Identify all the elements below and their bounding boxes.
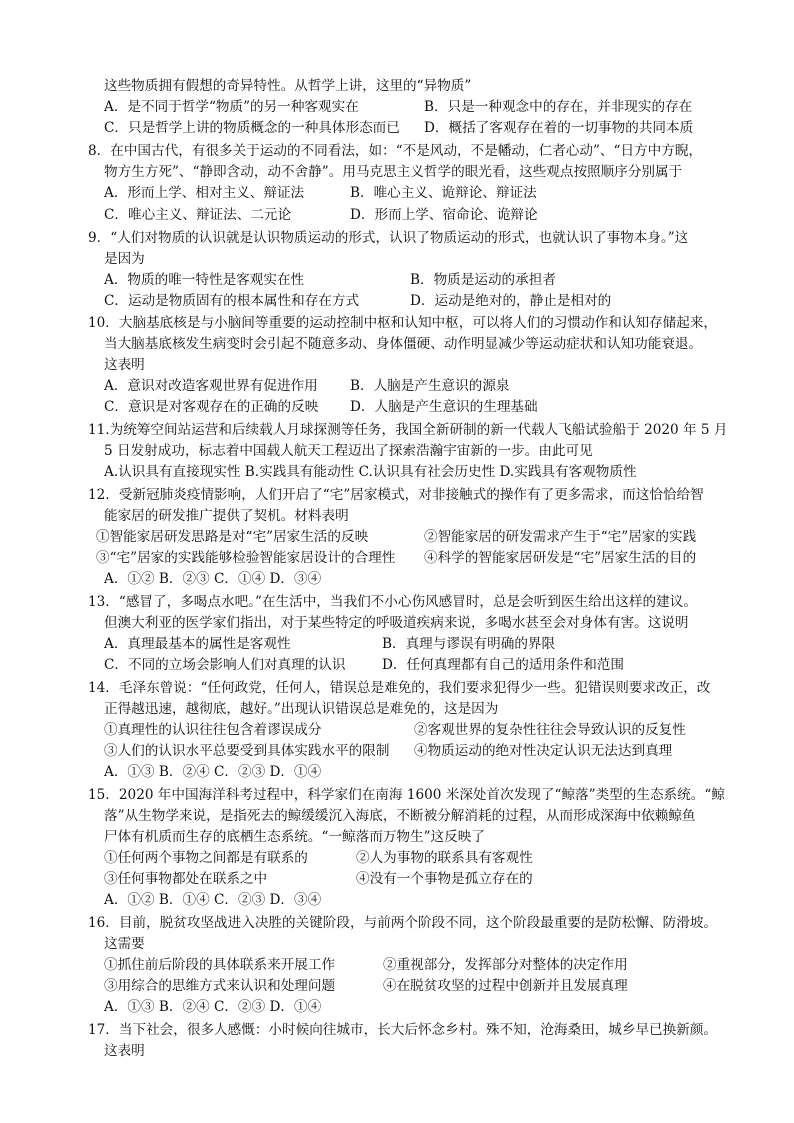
q11-stem-line1: 11.为统筹空间站运营和后续载人月球探测等任务，我国全新研制的新一代载人飞船试验船于 2020 年 5 月 xyxy=(88,422,728,438)
q9-stem-line1: 9．“人们对物质的认识就是认识物质运动的形式，认识了物质运动的形式，也就认识了事物本身。”这 xyxy=(88,230,689,246)
q8-option-d: D．形而上学、宿命论、诡辩论 xyxy=(350,207,538,223)
q16-stem-line1: 16．目前，脱贫攻坚战进入决胜的关键阶段，与前两个阶段不同，这个阶段最重要的是防松懈、防滑坡。 xyxy=(88,915,718,931)
q13-option-c: C．不同的立场会影响人们对真理的认识 xyxy=(104,657,346,673)
q10-stem-line1: 10．大脑基底核是与小脑间等重要的运动控制中枢和认知中枢，可以将人们的习惯动作和认知存储起来， xyxy=(88,315,718,331)
q13-option-d: D．任何真理都有自己的适用条件和范围 xyxy=(382,657,624,673)
q14-statement-4: ④物质运动的绝对性决定认识无法达到真理 xyxy=(414,743,673,759)
q16-statement-4: ④在脱贫攻坚的过程中创新并且发展真理 xyxy=(383,978,628,994)
q16-statement-2: ②重视部分，发挥部分对整体的决定作用 xyxy=(383,957,628,973)
q8-option-a: A．形而上学、相对主义、辩证法 xyxy=(104,185,305,201)
q12-statement-4: ④科学的智能家居研发是“宅”居家生活的目的 xyxy=(424,550,697,566)
q9-option-d: D．运动是绝对的，静止是相对的 xyxy=(410,293,612,309)
q10-option-b: B．人脑是产生意识的源泉 xyxy=(350,378,510,394)
q9-option-a: A．物质的唯一特性是客观实在性 xyxy=(104,272,305,288)
q10-option-c: C．意识是对客观存在的正确的反映 xyxy=(104,399,319,415)
q12-statement-1: ①智能家居研发思路是对“宅”居家生活的反映 xyxy=(96,529,369,545)
q13-stem-line1: 13．“感冒了，多喝点水吧。”在生活中，当我们不小心伤风感冒时，总是会听到医生给出这样的建议。 xyxy=(88,594,697,610)
q12-options: A．①② B．②③ C．①④ D．③④ xyxy=(104,571,322,587)
q15-statement-1: ①任何两个事物之间都是有联系的 xyxy=(104,850,308,866)
q11-options: A.认识具有直接现实性 B.实践具有能动性 C.认识具有社会历史性 D.实践具有客观物质性 xyxy=(104,464,637,480)
q9-option-c: C．运动是物质固有的根本属性和存在方式 xyxy=(104,293,360,309)
q15-stem-line3: 尸体有机质而生存的底栖生态系统。“一鲸落而万物生”这反映了 xyxy=(104,829,485,845)
q17-stem-line1: 17．当下社会，很多人感慨：小时候向往城市，长大后怀念乡村。殊不知，沧海桑田，城乡早已换新颜。 xyxy=(88,1022,718,1038)
q7-option-a: A．是不同于哲学“物质”的另一种客观实在 xyxy=(104,99,359,115)
q15-statement-3: ③任何事物都处在联系之中 xyxy=(104,871,268,887)
q13-option-a: A．真理最基本的属性是客观性 xyxy=(104,636,291,652)
q12-statement-3: ③“宅”居家的实践能够检验智能家居设计的合理性 xyxy=(96,550,396,566)
q15-stem-line1: 15．2020 年中国海洋科考过程中，科学家们在南海 1600 米深处首次发现了“鲸落”类型的生态系统。“鲸 xyxy=(88,787,725,803)
q15-statement-2: ②人为事物的联系具有客观性 xyxy=(356,850,533,866)
q14-statement-3: ③人们的认识水平总要受到具体实践水平的限制 xyxy=(104,743,390,759)
q7-option-b: B．只是一种观念中的存在，并非现实的存在 xyxy=(424,99,693,115)
q14-stem-line1: 14．毛泽东曾说：“任何政党，任何人，错误总是难免的，我们要求犯得少一些。犯错误则要求改正，改 xyxy=(88,680,711,696)
q16-statement-1: ①抓住前后阶段的具体联系来开展工作 xyxy=(104,957,336,973)
q16-stem-line2: 这需要 xyxy=(104,936,145,952)
q14-options: A．①③ B．②④ C．②③ D．①④ xyxy=(104,764,322,780)
q15-stem-line2: 落”从生物学来说，是指死去的鲸缓缓沉入海底，不断被分解消耗的过程，从而形成深海中依赖鲸鱼 xyxy=(104,808,696,824)
q15-statement-4: ④没有一个事物是孤立存在的 xyxy=(356,871,533,887)
q7-stem: 这些物质拥有假想的奇异特性。从哲学上讲，这里的“异物质” xyxy=(104,78,472,94)
q13-option-b: B．真理与谬误有明确的界限 xyxy=(382,636,556,652)
q12-stem-line1: 12．受新冠肺炎疫情影响，人们开启了“宅”居家模式，对非接触式的操作有了更多需求，而这恰恰给智 xyxy=(88,487,704,503)
q13-stem-line2: 但澳大利亚的医学家们指出，对于某些特定的呼吸道疾病来说，多喝水甚至会对身体有害。这说明 xyxy=(104,615,689,631)
q10-option-a: A．意识对改造客观世界有促进作用 xyxy=(104,378,318,394)
q10-stem-line2: 当大脑基底核发生病变时会引起不随意多动、身体僵硬、动作明显减少等运动症状和认知功能衰退。 xyxy=(104,336,703,352)
q16-options: A．①③ B．②④ C．②③ D．①④ xyxy=(104,999,322,1015)
q7-option-c: C．只是哲学上讲的物质概念的一种具体形态而已 xyxy=(104,120,400,136)
q14-statement-1: ①真理性的认识往往包含着谬误成分 xyxy=(104,722,322,738)
q10-stem-line3: 这表明 xyxy=(104,357,145,373)
q11-stem-line2: 5 日发射成功，标志着中国载人航天工程迈出了探索浩瀚宇宙新的一步。由此可见 xyxy=(104,443,593,459)
q8-stem-line1: 8．在中国古代，有很多关于运动的不同看法，如：“不是风动，不是幡动，仁者心动”、“日方中方睨， xyxy=(88,143,703,159)
q7-option-d: D．概括了客观存在着的一切事物的共同本质 xyxy=(424,120,694,136)
q8-option-c: C．唯心主义、辩证法、二元论 xyxy=(104,207,292,223)
q17-stem-line2: 这表明 xyxy=(104,1043,145,1059)
q15-options: A．①② B．①④ C．②③ D．③④ xyxy=(104,892,322,908)
q9-option-b: B．物质是运动的承担者 xyxy=(410,272,556,288)
q14-statement-2: ②客观世界的复杂性往往会导致认识的反复性 xyxy=(414,722,686,738)
q14-stem-line2: 正得越迅速，越彻底，越好。”出现认识错误总是难免的，这是因为 xyxy=(104,701,499,717)
q12-stem-line2: 能家居的研发推广提供了契机。材料表明 xyxy=(104,508,349,524)
q12-statement-2: ②智能家居的研发需求产生于“宅”居家的实践 xyxy=(424,529,697,545)
q10-option-d: D．人脑是产生意识的生理基础 xyxy=(350,399,538,415)
q9-stem-line2: 是因为 xyxy=(104,251,145,267)
q8-stem-line2: 物方生方死”、“静即含动，动不舍静”。用马克思主义哲学的眼光看，这些观点按照顺序分别属于 xyxy=(104,164,683,180)
q16-statement-3: ③用综合的思维方式来认识和处理问题 xyxy=(104,978,336,994)
q8-option-b: B．唯心主义、诡辩论、辩证法 xyxy=(350,185,537,201)
